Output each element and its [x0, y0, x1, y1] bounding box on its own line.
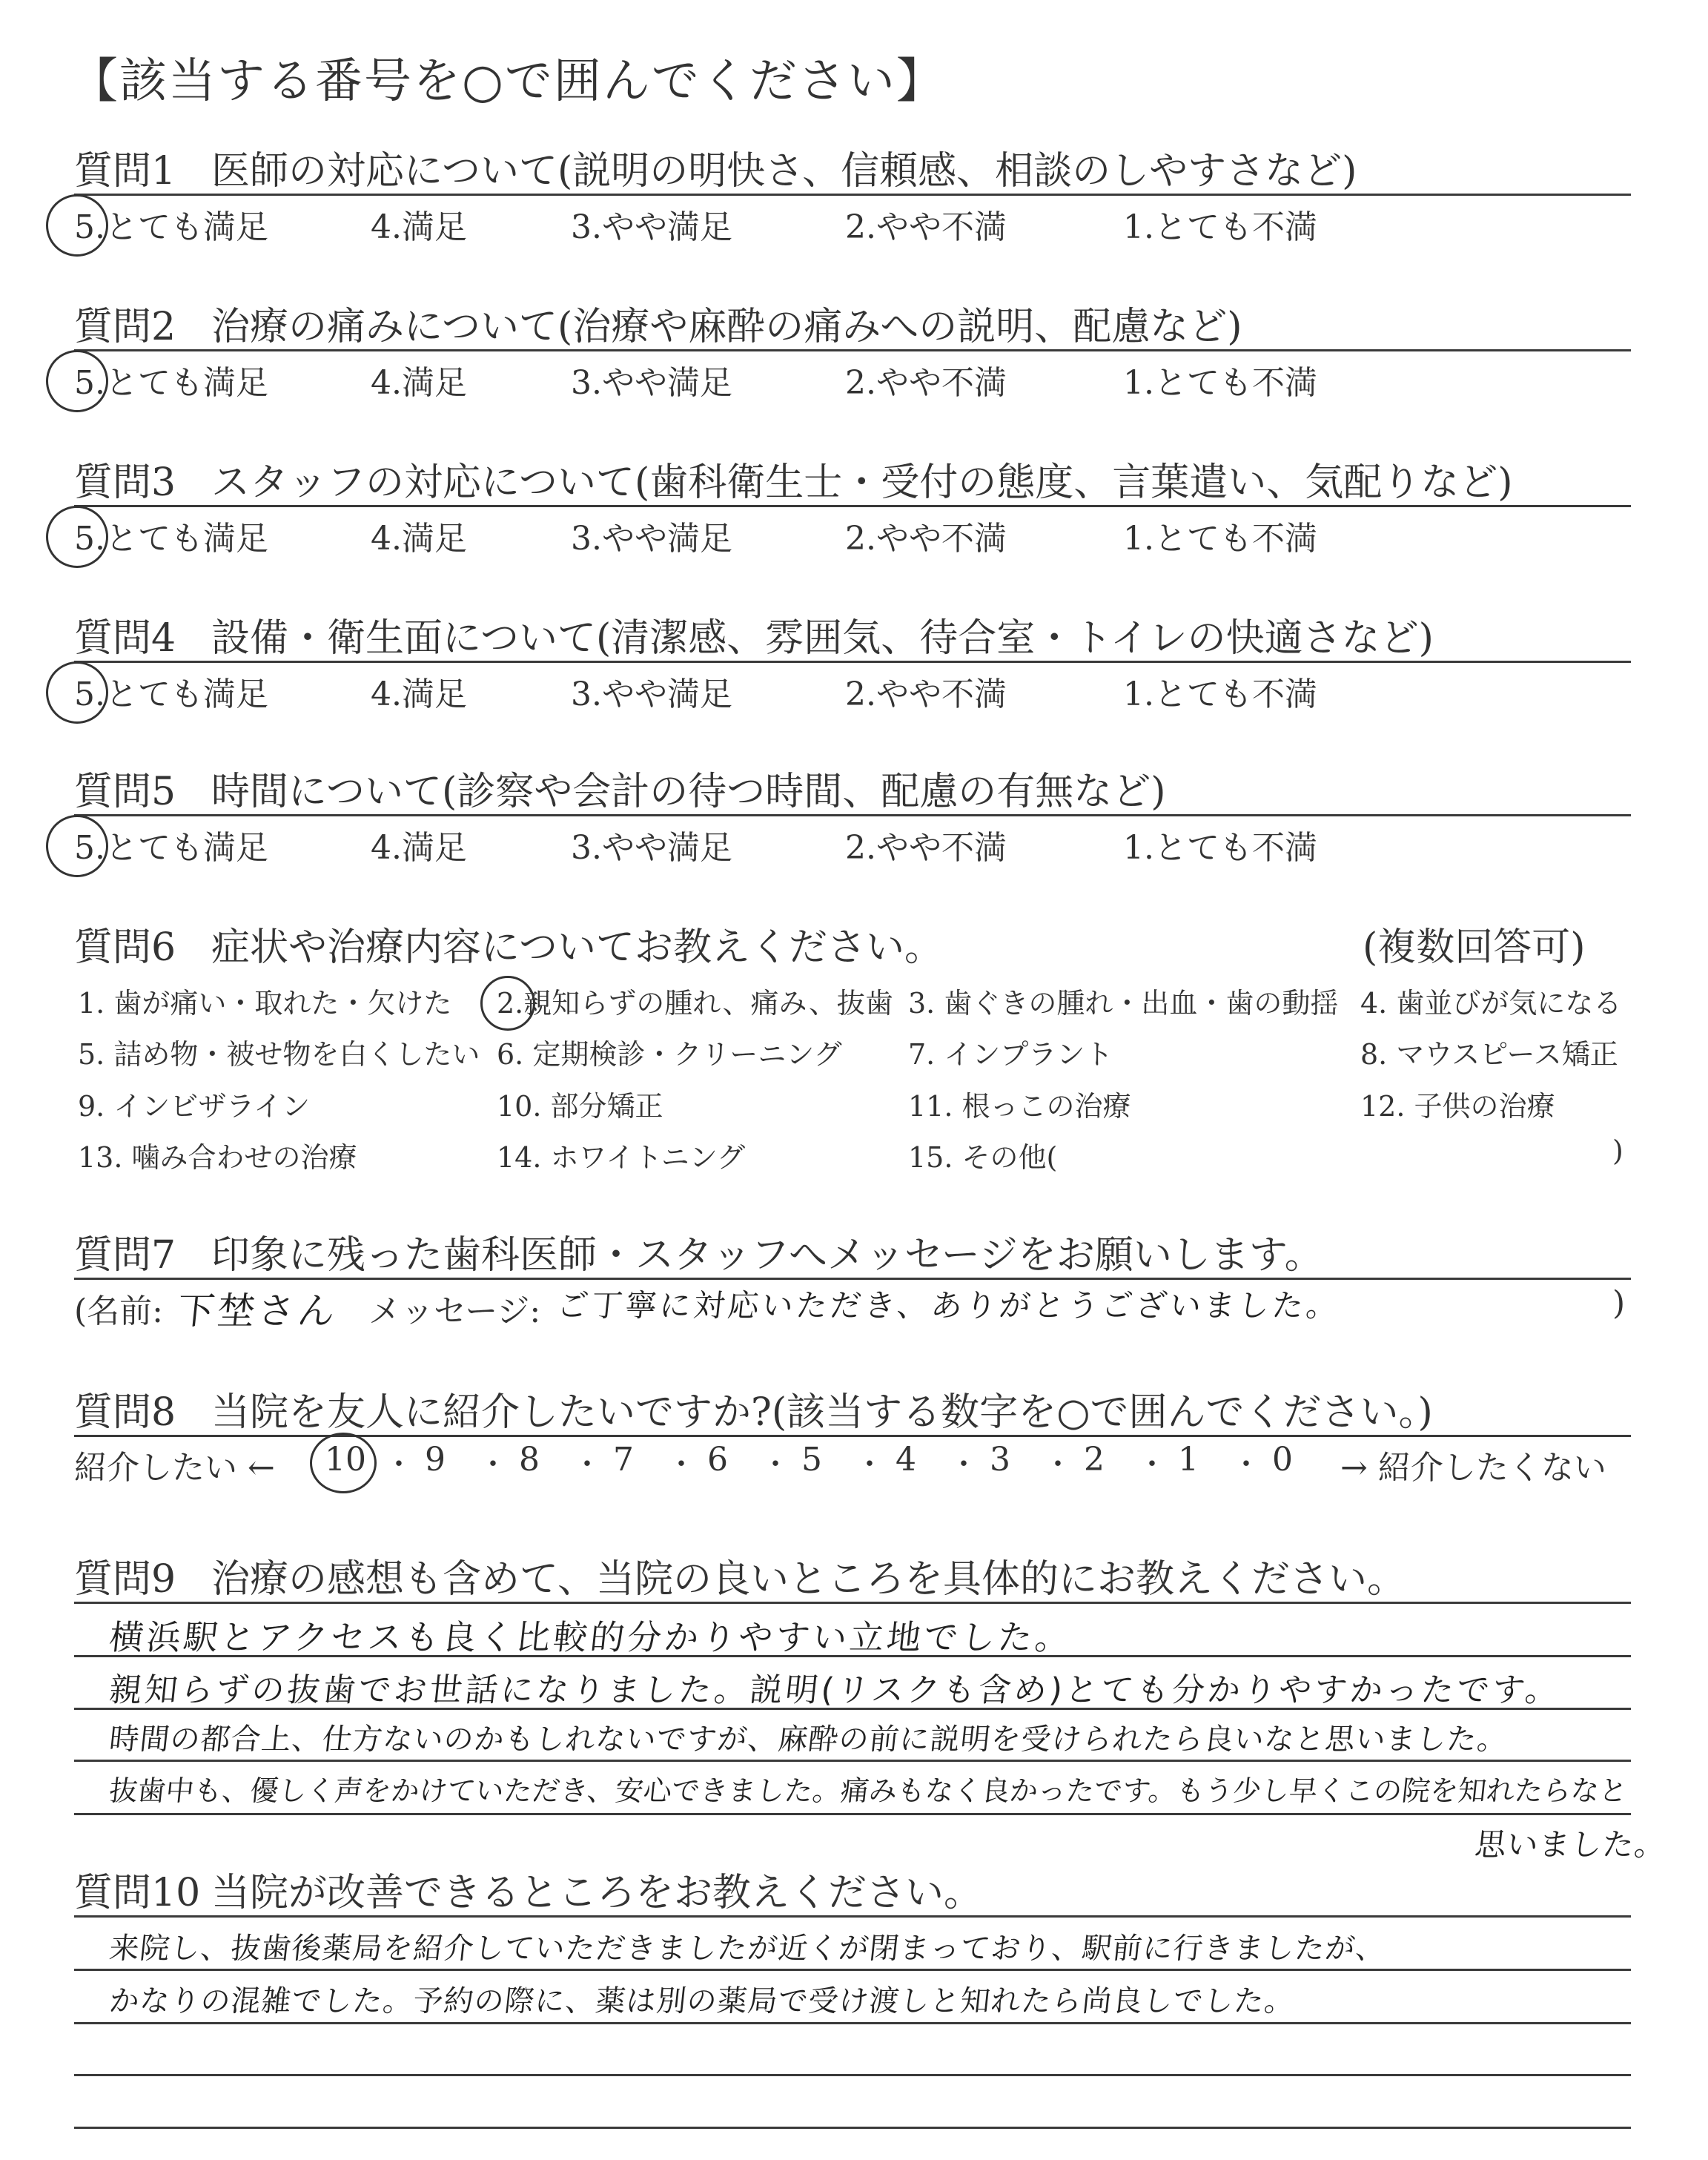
q6-item[interactable]: 5. 詰め物・被せ物を白くしたい [78, 1038, 480, 1071]
q7-message-label: メッセージ: [368, 1292, 541, 1330]
q8-scale-number[interactable]: 4 [896, 1441, 916, 1479]
q10-number: 質問10 [74, 1871, 201, 1915]
q9-answer-line[interactable]: 思いました。 [1473, 1826, 1669, 1863]
q2-number: 質問2 [74, 305, 176, 349]
q8-text: 当院を友人に紹介したいですか?(該当する数字を○で囲んでください。) [211, 1390, 1433, 1435]
q3-selection-circle[interactable] [46, 506, 108, 568]
q1-option[interactable]: 5.とても満足 [74, 208, 268, 246]
q4-option[interactable]: 5.とても満足 [74, 676, 268, 713]
q8-right-label: → 紹介したくない [1340, 1449, 1606, 1487]
q8-scale-separator: ・ [1137, 1447, 1167, 1482]
q6-other-close-paren: ) [1612, 1135, 1623, 1167]
q8-scale-separator: ・ [572, 1447, 602, 1482]
q3-option[interactable]: 1.とても不満 [1123, 520, 1317, 558]
q6-item[interactable]: 11. 根っこの治療 [908, 1090, 1131, 1123]
q6-item[interactable]: 7. インプラント [908, 1038, 1113, 1071]
q8-scale-separator: ・ [1231, 1447, 1261, 1482]
q1-option[interactable]: 1.とても不満 [1123, 208, 1317, 246]
q6-item[interactable]: 14. ホワイトニング [497, 1141, 746, 1174]
q6-number: 質問6 [74, 925, 176, 970]
q8-rule [74, 1435, 1631, 1437]
q4-selection-circle[interactable] [46, 661, 108, 724]
q1-text: 医師の対応について(説明の明快さ、信頼感、相談のしやすさなど) [211, 149, 1357, 194]
q5-rule [74, 814, 1631, 816]
q10-answer-line[interactable]: 来院し、抜歯後薬局を紹介していただきましたが近くが閉まっており、駅前に行きましたが、 [107, 1932, 1388, 1966]
q5-number: 質問5 [74, 770, 176, 814]
q9-text: 治療の感想も含めて、当院の良いところを具体的にお教えください。 [211, 1557, 1406, 1602]
q8-scale-separator: ・ [478, 1447, 508, 1482]
q6-note: (複数回答可) [1363, 925, 1586, 970]
q3-rule [74, 505, 1631, 507]
q6-title [74, 916, 943, 971]
q4-title [74, 607, 1434, 662]
q8-scale-number[interactable]: 6 [707, 1441, 728, 1479]
q1-number: 質問1 [74, 149, 176, 194]
q10-rule-3 [74, 2074, 1631, 2076]
q9-rule-0 [74, 1602, 1631, 1604]
q5-text: 時間について(診察や会計の待つ時間、配慮の有無など) [211, 770, 1166, 814]
q6-item[interactable]: 15. その他( [908, 1141, 1058, 1174]
q8-scale-separator: ・ [949, 1447, 979, 1482]
q5-option[interactable]: 5.とても満足 [74, 829, 268, 867]
q5-option[interactable]: 2.やや不満 [845, 829, 1007, 867]
q9-answer-line[interactable]: 横浜駅とアクセスも良く比較的分かりやすい立地でした。 [107, 1617, 1075, 1657]
q2-option[interactable]: 5.とても満足 [74, 364, 268, 402]
q2-option[interactable]: 4.満足 [371, 364, 467, 402]
q7-text: 印象に残った歯科医師・スタッフへメッセージをお願いします。 [211, 1233, 1323, 1278]
q2-text: 治療の痛みについて(治療や麻酔の痛みへの説明、配慮など) [211, 305, 1242, 349]
q6-item[interactable]: 2.親知らずの腫れ、痛み、抜歯 [497, 987, 893, 1020]
q10-title [74, 1861, 982, 1917]
q8-scale-number[interactable]: 3 [990, 1441, 1010, 1479]
q8-scale-number[interactable]: 0 [1272, 1441, 1293, 1479]
q6-item[interactable]: 1. 歯が痛い・取れた・欠けた [78, 987, 452, 1020]
q8-scale-number[interactable]: 8 [519, 1441, 540, 1479]
q9-rule-3 [74, 1760, 1631, 1762]
q3-option[interactable]: 3.やや満足 [571, 520, 732, 558]
q6-item[interactable]: 13. 噛み合わせの治療 [78, 1141, 357, 1174]
q2-option[interactable]: 3.やや満足 [571, 364, 732, 402]
q6-selection-circle[interactable] [480, 976, 535, 1031]
q9-number: 質問9 [74, 1557, 176, 1602]
q8-scale-separator: ・ [666, 1447, 696, 1482]
q3-title [74, 451, 1513, 506]
q2-title [74, 295, 1242, 351]
q7-title [74, 1223, 1323, 1279]
q8-scale-number[interactable]: 10 [325, 1441, 366, 1479]
q6-item[interactable]: 4. 歯並びが気になる [1360, 987, 1622, 1020]
q5-selection-circle[interactable] [46, 815, 108, 877]
q10-rule-1 [74, 1969, 1631, 1971]
q5-option[interactable]: 4.満足 [371, 829, 467, 867]
q5-title [74, 760, 1166, 816]
q8-scale-number[interactable]: 2 [1084, 1441, 1105, 1479]
q1-option[interactable]: 3.やや満足 [571, 208, 732, 246]
q6-text: 症状や治療内容についてお教えください。 [211, 925, 943, 970]
q5-option[interactable]: 3.やや満足 [571, 829, 732, 867]
q3-option[interactable]: 5.とても満足 [74, 520, 268, 558]
q2-rule [74, 349, 1631, 351]
q8-scale-separator: ・ [761, 1447, 790, 1482]
q8-left-label: 紹介したい ← [74, 1449, 275, 1487]
q8-title [74, 1381, 1433, 1436]
q6-item[interactable]: 3. 歯ぐきの腫れ・出血・歯の動揺 [908, 987, 1339, 1020]
q3-option[interactable]: 4.満足 [371, 520, 467, 558]
q4-option[interactable]: 4.満足 [371, 676, 467, 713]
q6-item[interactable]: 8. マウスピース矯正 [1360, 1038, 1618, 1071]
q7-name-value[interactable]: 下埜さん [175, 1289, 340, 1332]
q8-selection-circle[interactable] [310, 1433, 377, 1493]
q8-scale-separator: ・ [384, 1447, 414, 1482]
q1-option[interactable]: 4.満足 [371, 208, 467, 246]
q7-close-paren: ) [1612, 1284, 1626, 1322]
q6-item[interactable]: 6. 定期検診・クリーニング [497, 1038, 842, 1071]
q10-rule-4 [74, 2127, 1631, 2129]
q4-text: 設備・衛生面について(清潔感、雰囲気、待合室・トイレの快適さなど) [211, 616, 1434, 661]
q1-title [74, 139, 1357, 195]
q7-message-value[interactable]: ご丁寧に対応いただき、ありがとうございました。 [555, 1287, 1343, 1324]
q10-rule-0 [74, 1915, 1631, 1918]
q4-option[interactable]: 3.やや満足 [571, 676, 732, 713]
q10-text: 当院が改善できるところをお教えください。 [211, 1871, 983, 1915]
q1-option[interactable]: 2.やや不満 [845, 208, 1007, 246]
q4-option[interactable]: 1.とても不満 [1123, 676, 1317, 713]
q4-rule [74, 661, 1631, 663]
q8-scale-number[interactable]: 9 [425, 1441, 446, 1479]
q2-option[interactable]: 2.やや不満 [845, 364, 1007, 402]
q8-scale-separator: ・ [855, 1447, 884, 1482]
q8-scale-separator: ・ [1043, 1447, 1073, 1482]
q3-option[interactable]: 2.やや不満 [845, 520, 1007, 558]
q9-answer-line[interactable]: 抜歯中も、優しく声をかけていただき、安心できました。痛みもなく良かったです。もう少し早くこの院を知れたらなと [107, 1774, 1629, 1807]
form-header: 【該当する番号を○で囲んでください】 [70, 54, 945, 109]
q8-number: 質問8 [74, 1390, 176, 1435]
q5-option[interactable]: 1.とても不満 [1123, 829, 1317, 867]
q7-name-label: (名前: [74, 1292, 163, 1330]
q10-answer-line[interactable]: かなりの混雑でした。予約の際に、薬は別の薬局で受け渡しと知れたら尚良しでした。 [107, 1984, 1297, 2018]
q6-item[interactable]: 12. 子供の治療 [1360, 1090, 1555, 1123]
q2-option[interactable]: 1.とても不満 [1123, 364, 1317, 402]
q1-selection-circle[interactable] [46, 194, 108, 257]
q4-number: 質問4 [74, 616, 176, 661]
q7-rule [74, 1278, 1631, 1280]
q9-answer-line[interactable]: 時間の都合上、仕方ないのかもしれないですが、麻酔の前に説明を受けられたら良いなと思いました。 [107, 1723, 1510, 1757]
q1-rule [74, 194, 1631, 196]
q8-scale-number[interactable]: 1 [1178, 1441, 1199, 1479]
q9-title [74, 1548, 1406, 1603]
q3-number: 質問3 [74, 460, 176, 505]
q4-option[interactable]: 2.やや不満 [845, 676, 1007, 713]
q10-rule-2 [74, 2022, 1631, 2024]
q9-answer-line[interactable]: 親知らずの抜歯でお世話になりました。説明(リスクも含め)とても分かりやすかったです。 [107, 1671, 1563, 1709]
q9-rule-4 [74, 1813, 1631, 1815]
q6-item[interactable]: 9. インビザライン [78, 1090, 311, 1123]
q6-item[interactable]: 10. 部分矯正 [497, 1090, 663, 1123]
q8-scale-number[interactable]: 7 [613, 1441, 634, 1479]
q3-text: スタッフの対応について(歯科衛生士・受付の態度、言葉遣い、気配りなど) [211, 460, 1513, 505]
q8-scale-number[interactable]: 5 [801, 1441, 822, 1479]
q7-number: 質問7 [74, 1233, 176, 1278]
q2-selection-circle[interactable] [46, 350, 108, 412]
